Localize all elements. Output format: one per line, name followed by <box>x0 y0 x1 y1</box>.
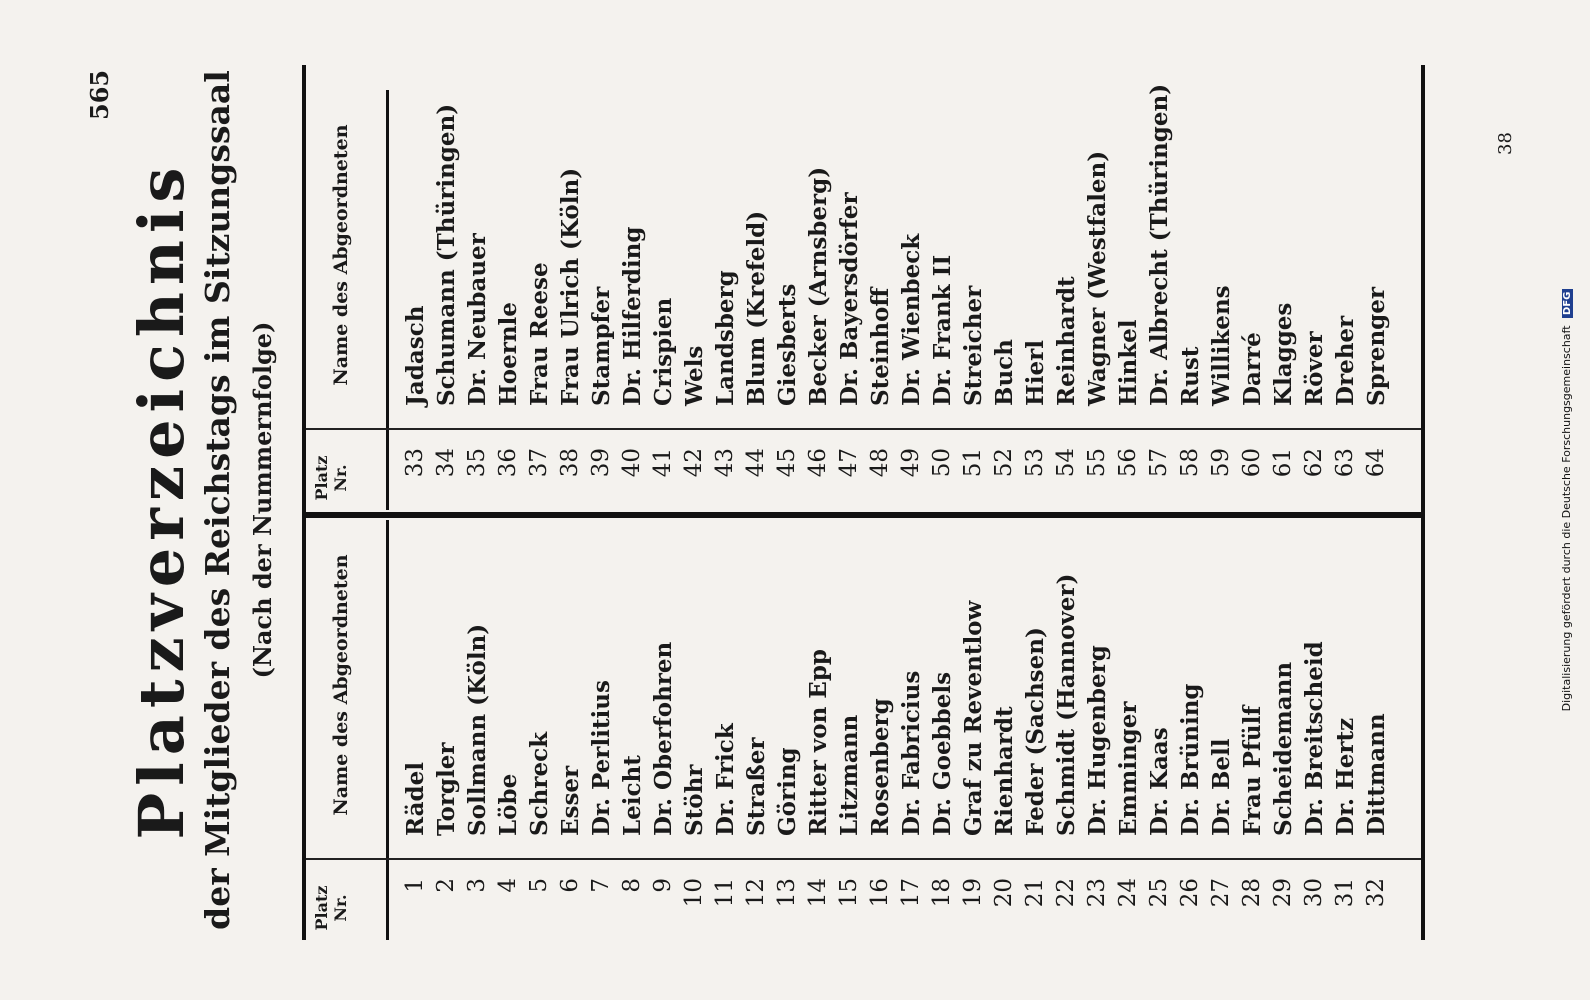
table-row <box>617 90 648 510</box>
table-row <box>958 520 989 940</box>
seat-number: 35 <box>464 448 490 478</box>
table-row <box>896 90 927 510</box>
rows-right <box>400 83 1392 510</box>
seat-number: 42 <box>681 448 707 478</box>
member-name: Göring <box>774 747 801 836</box>
table-row <box>710 520 741 940</box>
table-row <box>524 520 555 940</box>
member-name: Frau Pfülf <box>1239 705 1266 836</box>
seat-number: 17 <box>898 878 924 908</box>
member-name: Schmidt (Hannover) <box>1053 573 1080 836</box>
member-name: Crispien <box>650 297 677 406</box>
table-header <box>306 90 389 510</box>
member-name: Dr. Bayersdörfer <box>836 192 863 406</box>
seat-number: 11 <box>712 878 738 908</box>
table-row <box>1082 520 1113 940</box>
seat-number: 47 <box>836 448 862 478</box>
funding-note <box>1560 0 1573 1000</box>
seat-number: 49 <box>898 448 924 478</box>
table-row <box>865 520 896 940</box>
member-name: Schumann (Thüringen) <box>433 103 460 406</box>
member-name: Dr. Oberfohren <box>650 641 677 836</box>
seat-number: 53 <box>1022 448 1048 478</box>
table-row <box>1051 90 1082 510</box>
table-row <box>865 90 896 510</box>
table-row <box>555 520 586 940</box>
seat-number: 43 <box>712 448 738 478</box>
member-name: Dr. Goebbels <box>929 671 956 836</box>
member-name: Willikens <box>1208 285 1235 406</box>
table-row <box>1268 520 1299 940</box>
seat-number: 19 <box>960 878 986 908</box>
seat-number: 58 <box>1177 448 1203 478</box>
table-row <box>1020 520 1051 940</box>
order-note: (Nach der Nummernfolge) <box>248 321 277 679</box>
seat-number: 37 <box>526 448 552 478</box>
seat-number: 16 <box>867 878 893 908</box>
member-name: Esser <box>557 765 584 836</box>
table-row <box>679 90 710 510</box>
seat-number: 60 <box>1239 448 1265 478</box>
member-name: Dittmann <box>1363 713 1390 836</box>
table-row <box>1299 90 1330 510</box>
table-row <box>772 90 803 510</box>
seat-number: 7 <box>588 878 614 893</box>
table-row <box>1175 90 1206 510</box>
table-row <box>1237 520 1268 940</box>
table-row <box>524 90 555 510</box>
member-name: Feder (Sachsen) <box>1022 627 1049 836</box>
seat-number: 10 <box>681 878 707 908</box>
member-name: Stöhr <box>681 764 708 836</box>
seat-number: 62 <box>1301 448 1327 478</box>
member-name: Sollmann (Köln) <box>464 623 491 836</box>
seat-number: 2 <box>433 878 459 893</box>
member-name: Dr. Frank II <box>929 254 956 406</box>
table-row <box>772 520 803 940</box>
member-name: Frau Ulrich (Köln) <box>557 167 584 406</box>
table-half-right <box>306 83 1421 510</box>
seat-number: 54 <box>1053 448 1079 478</box>
header-member-name: Name des Abgeordneten <box>330 124 352 386</box>
table-row <box>834 90 865 510</box>
seat-number: 25 <box>1146 878 1172 908</box>
seat-number: 15 <box>836 878 862 908</box>
member-name: Reinhardt <box>1053 276 1080 406</box>
table-row <box>586 520 617 940</box>
seat-number: 24 <box>1115 878 1141 908</box>
table-row <box>989 90 1020 510</box>
seat-number: 12 <box>743 878 769 908</box>
member-name: Dr. Wienbeck <box>898 233 925 406</box>
seat-number: 55 <box>1084 448 1110 478</box>
table-row <box>679 520 710 940</box>
table-row <box>493 520 524 940</box>
seat-number: 36 <box>495 448 521 478</box>
table-half-left <box>306 520 1421 940</box>
seat-number: 23 <box>1084 878 1110 908</box>
table-row <box>1361 520 1392 940</box>
table-row <box>896 520 927 940</box>
member-name: Frau Reese <box>526 262 553 406</box>
table-row <box>400 90 431 510</box>
table-row <box>1330 520 1361 940</box>
seat-number: 22 <box>1053 878 1079 908</box>
seat-number: 30 <box>1301 878 1327 908</box>
table-row <box>1237 90 1268 510</box>
member-name: Rust <box>1177 346 1204 406</box>
folio-number: 38 <box>1495 132 1516 155</box>
seat-number: 56 <box>1115 448 1141 478</box>
header-member-name: Name des Abgeordneten <box>330 554 352 816</box>
seat-number: 5 <box>526 878 552 893</box>
member-name: Dr. Hertz <box>1332 717 1359 836</box>
member-name: Wels <box>681 345 708 406</box>
funding-text: Digitalisierung gefördert durch die Deutsche Forschungsgemeinschaft <box>1560 325 1573 712</box>
table-row <box>927 520 958 940</box>
member-name: Dr. Perlitius <box>588 680 615 836</box>
member-name: Dr. Bell <box>1208 738 1235 836</box>
member-name: Leicht <box>619 755 646 836</box>
table-row <box>1268 90 1299 510</box>
member-name: Rädel <box>402 762 429 836</box>
seat-number: 52 <box>991 448 1017 478</box>
seat-number: 3 <box>464 878 490 893</box>
seat-table <box>302 65 1425 940</box>
table-row <box>431 90 462 510</box>
member-name: Ritter von Epp <box>805 649 832 836</box>
seat-number: 34 <box>433 448 459 478</box>
seat-number: 6 <box>557 878 583 893</box>
table-row <box>617 520 648 940</box>
member-name: Dr. Breitscheid <box>1301 641 1328 836</box>
member-name: Dr. Albrecht (Thüringen) <box>1146 83 1173 406</box>
header-seat-number: Platz Nr. <box>312 455 351 501</box>
table-row <box>1020 90 1051 510</box>
table-row <box>927 90 958 510</box>
seat-number: 32 <box>1363 878 1389 908</box>
table-row <box>834 520 865 940</box>
table-row <box>803 520 834 940</box>
table-row <box>555 90 586 510</box>
member-name: Buch <box>991 339 1018 406</box>
member-name: Klagges <box>1270 302 1297 406</box>
member-name: Dr. Frick <box>712 723 739 836</box>
member-name: Dr. Fabricius <box>898 670 925 836</box>
member-name: Dreher <box>1332 315 1359 406</box>
member-name: Dr. Brüning <box>1177 683 1204 836</box>
member-name: Becker (Arnsberg) <box>805 166 832 406</box>
seat-number: 59 <box>1208 448 1234 478</box>
member-name: Stampfer <box>588 286 615 406</box>
table-row <box>803 90 834 510</box>
member-name: Rosenberg <box>867 698 894 836</box>
table-row <box>1206 520 1237 940</box>
member-name: Straßer <box>743 737 770 836</box>
seat-number: 51 <box>960 448 986 478</box>
seat-number: 40 <box>619 448 645 478</box>
table-row <box>648 90 679 510</box>
member-name: Darré <box>1239 332 1266 406</box>
table-row <box>1206 90 1237 510</box>
table-row <box>1113 90 1144 510</box>
member-name: Giesberts <box>774 283 801 406</box>
seat-number: 18 <box>929 878 955 908</box>
table-row <box>741 90 772 510</box>
seat-number: 63 <box>1332 448 1358 478</box>
seat-number: 9 <box>650 878 676 893</box>
member-name: Hinkel <box>1115 319 1142 406</box>
table-row <box>1299 520 1330 940</box>
seat-number: 21 <box>1022 878 1048 908</box>
table-row <box>400 520 431 940</box>
table-row <box>1082 90 1113 510</box>
member-name: Landsberg <box>712 270 739 406</box>
seat-number: 14 <box>805 878 831 908</box>
table-header <box>306 520 389 940</box>
seat-number: 39 <box>588 448 614 478</box>
member-name: Schreck <box>526 731 553 836</box>
member-name: Graf zu Reventlow <box>960 600 987 836</box>
seat-number: 13 <box>774 878 800 908</box>
seat-number: 61 <box>1270 448 1296 478</box>
seat-number: 4 <box>495 878 521 893</box>
table-row <box>1175 520 1206 940</box>
seat-number: 64 <box>1363 448 1389 478</box>
table-row <box>462 90 493 510</box>
member-name: Dr. Neubauer <box>464 233 491 406</box>
member-name: Rienhardt <box>991 706 1018 836</box>
member-name: Litzmann <box>836 714 863 836</box>
member-name: Sprenger <box>1363 287 1390 406</box>
table-row <box>586 90 617 510</box>
table-row <box>1144 83 1175 510</box>
header-seat-number: Platz Nr. <box>312 885 351 931</box>
page-number: 565 <box>85 69 114 120</box>
table-row <box>958 90 989 510</box>
table-row <box>462 520 493 940</box>
seat-number: 38 <box>557 448 583 478</box>
member-name: Löbe <box>495 773 522 836</box>
seat-number: 29 <box>1270 878 1296 908</box>
member-name: Hierl <box>1022 340 1049 406</box>
seat-number: 27 <box>1208 878 1234 908</box>
member-name: Scheidemann <box>1270 661 1297 836</box>
table-row <box>431 520 462 940</box>
table-row <box>1144 520 1175 940</box>
seat-number: 26 <box>1177 878 1203 908</box>
seat-number: 48 <box>867 448 893 478</box>
table-row <box>741 520 772 940</box>
seat-number: 31 <box>1332 878 1358 908</box>
page-subtitle: der Mitglieder des Reichstags im Sitzungssaal <box>198 70 237 930</box>
member-name: Dr. Hugenberg <box>1084 645 1111 836</box>
member-name: Streicher <box>960 285 987 406</box>
seat-number: 45 <box>774 448 800 478</box>
table-row <box>1330 90 1361 510</box>
member-name: Röver <box>1301 331 1328 406</box>
member-name: Wagner (Westfalen) <box>1084 150 1111 406</box>
member-name: Dr. Hilferding <box>619 226 646 406</box>
seat-number: 46 <box>805 448 831 478</box>
member-name: Emminger <box>1115 701 1142 836</box>
table-row <box>710 90 741 510</box>
member-name: Steinhoff <box>867 287 894 406</box>
seat-number: 44 <box>743 448 769 478</box>
member-name: Torgler <box>433 742 460 836</box>
table-row <box>1113 520 1144 940</box>
table-center-divider <box>306 512 1421 518</box>
rows-left <box>400 520 1392 940</box>
seat-number: 28 <box>1239 878 1265 908</box>
table-row <box>648 520 679 940</box>
member-name: Dr. Kaas <box>1146 727 1173 836</box>
seat-number: 1 <box>402 878 428 893</box>
seat-number: 41 <box>650 448 676 478</box>
table-row <box>1361 90 1392 510</box>
member-name: Jadasch <box>402 305 429 406</box>
member-name: Blum (Krefeld) <box>743 210 770 406</box>
table-row <box>1051 520 1082 940</box>
page-title: Platzverzeichnis <box>125 160 198 840</box>
table-row <box>989 520 1020 940</box>
seat-number: 33 <box>402 448 428 478</box>
table-row <box>493 90 524 510</box>
seat-number: 57 <box>1146 448 1172 478</box>
seat-number: 20 <box>991 878 1017 908</box>
seat-number: 8 <box>619 878 645 893</box>
seat-number: 50 <box>929 448 955 478</box>
member-name: Hoernle <box>495 302 522 406</box>
dfg-logo: DFG <box>1562 289 1573 318</box>
